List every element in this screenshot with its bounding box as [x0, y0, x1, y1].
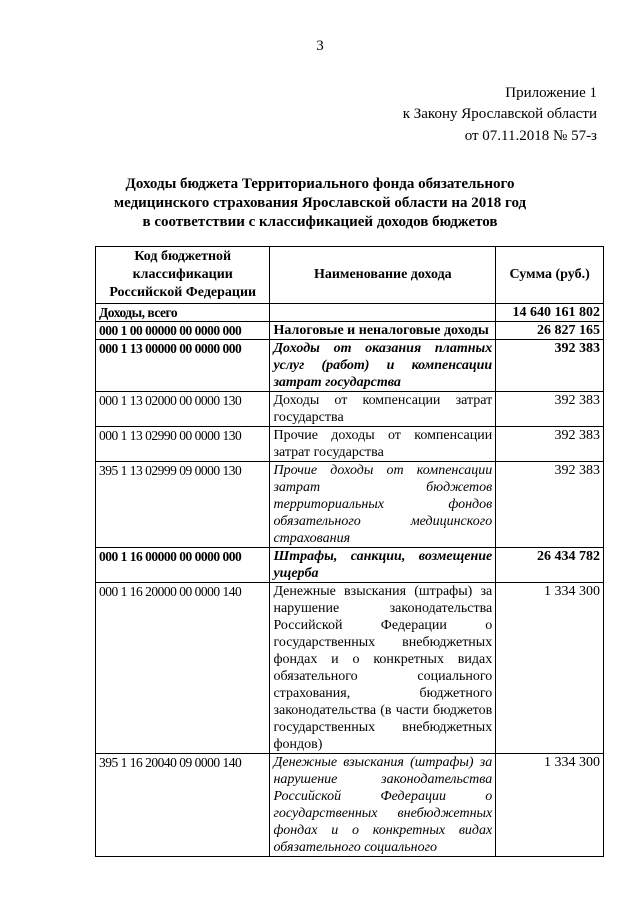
table-row: [96, 322, 604, 340]
row-sum: 392 383: [496, 392, 604, 427]
header-sum: Сумма (руб.): [496, 247, 604, 304]
row-name: Прочие доходы от компенсации затрат государства: [270, 427, 496, 462]
row-code: 000 1 16 20000 00 0000 140: [96, 583, 270, 754]
row-code: 395 1 13 02999 09 0000 130: [96, 462, 270, 548]
row-name: Доходы от компенсации затрат государства: [270, 392, 496, 427]
row-sum: 392 383: [496, 462, 604, 548]
row-code: 000 1 16 00000 00 0000 000: [96, 548, 270, 583]
row-sum: 14 640 161 802: [496, 304, 604, 322]
row-sum: 26 434 782: [496, 548, 604, 583]
table-row: [96, 583, 604, 754]
title-line-3: в соответствии с классификацией доходов бюджетов: [142, 214, 498, 230]
row-sum: 26 827 165: [496, 322, 604, 340]
row-code: 000 1 13 00000 00 0000 000: [96, 340, 270, 392]
row-name: [270, 304, 496, 322]
row-name: Денежные взыскания (штрафы) за нарушение законодательства Российской Федерации о государственных внебюджетных фондах и о конкретных видах обязательного социального: [270, 754, 496, 857]
row-code: Доходы, всего: [96, 304, 270, 322]
row-sum: 392 383: [496, 427, 604, 462]
table-row: [96, 462, 604, 548]
table-row: [96, 340, 604, 392]
table-row-total: [96, 304, 604, 322]
header-name: Наименование дохода: [270, 247, 496, 304]
row-code: 000 1 13 02000 00 0000 130: [96, 392, 270, 427]
header-code: Код бюджетной классификации Российской Федерации: [96, 247, 270, 304]
row-name: Денежные взыскания (штрафы) за нарушение законодательства Российской Федерации о государственных внебюджетных фондах и о конкретных видах обязательного социального страхования, бюджетного законодательства (в части бюджетов государственных внебюджетных фондов): [270, 583, 496, 754]
row-name: Доходы от оказания платных услуг (работ) и компенсации затрат государства: [270, 340, 496, 392]
row-sum: 1 334 300: [496, 583, 604, 754]
row-sum: 392 383: [496, 340, 604, 392]
row-sum: 1 334 300: [496, 754, 604, 857]
document-title: [0, 175, 640, 232]
table-row: [96, 548, 604, 583]
row-name: Прочие доходы от компенсации затрат бюджетов территориальных фондов обязательного медицинского страхования: [270, 462, 496, 548]
table-row: [96, 754, 604, 857]
title-line-2: медицинского страхования Ярославской области на 2018 год: [113, 195, 527, 211]
row-code: 000 1 00 00000 00 0000 000: [96, 322, 270, 340]
appendix-date: от 07.11.2018 № 57-з: [464, 128, 597, 144]
title-line-1: Доходы бюджета Территориального фонда обязательного: [125, 176, 515, 192]
row-code: 000 1 13 02990 00 0000 130: [96, 427, 270, 462]
row-name: Штрафы, санкции, возмещение ущерба: [270, 548, 496, 583]
row-code: 395 1 16 20040 09 0000 140: [96, 754, 270, 857]
table-row: [96, 427, 604, 462]
row-name: Налоговые и неналоговые доходы: [270, 322, 496, 340]
table-header-row: [96, 247, 604, 304]
income-table: [95, 246, 604, 857]
page-number: 3: [316, 38, 324, 54]
appendix-label: Приложение 1: [505, 85, 597, 101]
appendix-law: к Закону Ярославской области: [402, 106, 597, 122]
table-row: [96, 392, 604, 427]
